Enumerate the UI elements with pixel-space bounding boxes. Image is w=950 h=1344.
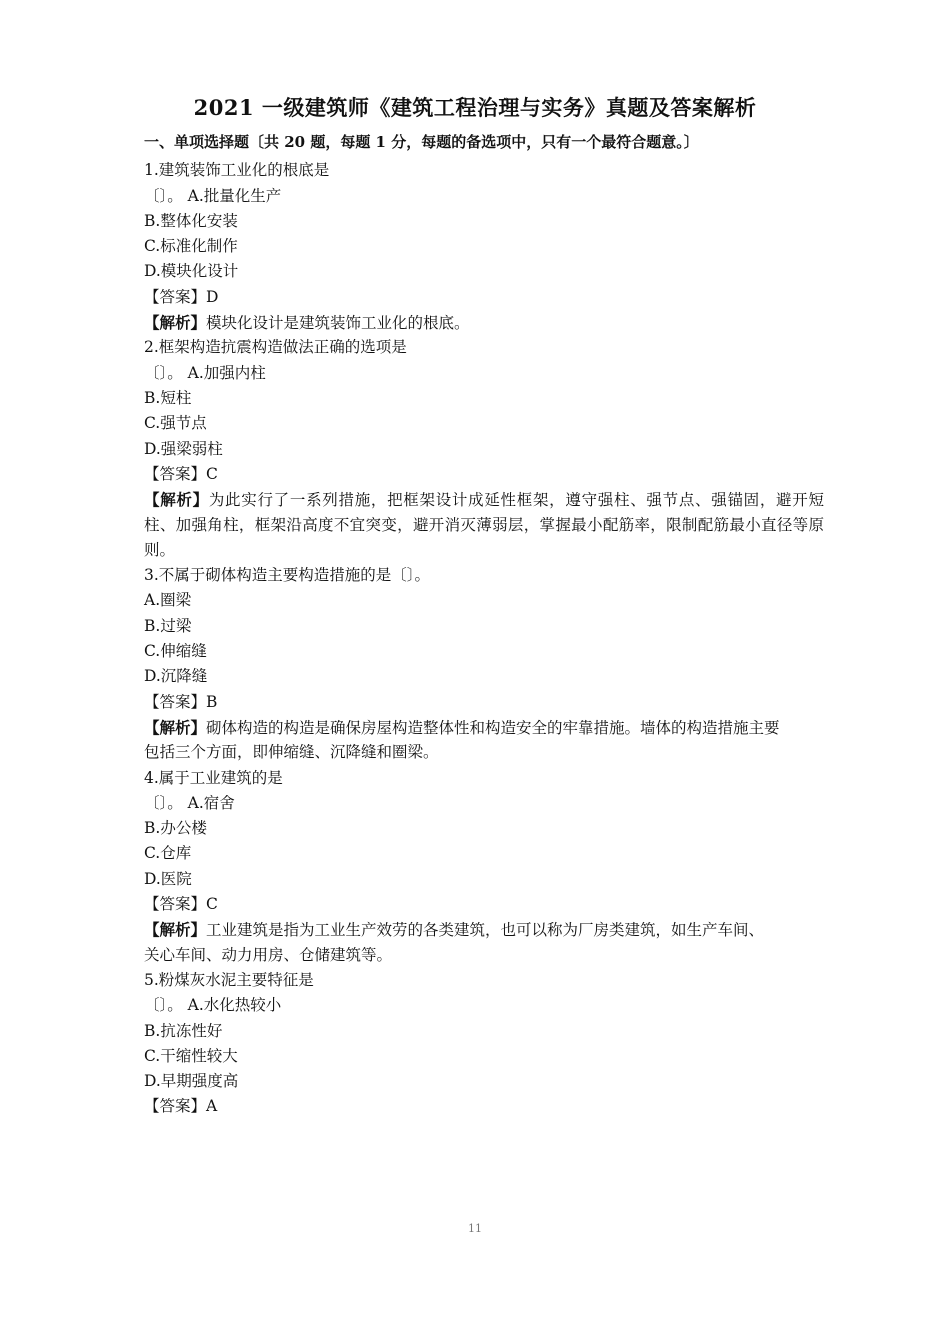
analysis-label: 【解析】 — [144, 313, 207, 333]
question-3-option-d: D.沉降缝 — [144, 667, 208, 686]
document-body — [144, 130, 824, 1120]
question-3-option-b: B.过梁 — [144, 616, 192, 635]
question-4-option-d: D.医院 — [144, 869, 192, 888]
question-5-option-b: B.抗冻性好 — [144, 1021, 223, 1040]
question-5-option-c: C.干缩性较大 — [144, 1046, 238, 1065]
question-2-answer — [144, 462, 824, 487]
question-3-analysis-line-1 — [144, 715, 824, 740]
question-5-stem: 5.粉煤灰水泥主要特征是 — [144, 970, 314, 989]
question-2-option-b: B.短柱 — [144, 388, 192, 407]
question-2-stem: 2.框架构造抗震构造做法正确的选项是 — [144, 338, 407, 357]
answer-value: C — [206, 464, 218, 483]
question-2-analysis — [144, 487, 824, 563]
question-1-answer — [144, 285, 824, 310]
question-1-stem: 1.建筑装饰工业化的根底是 — [144, 161, 330, 180]
question-1-option-a: 〔〕。 A.批量化生产 — [144, 186, 282, 205]
question-4-analysis-line-2: 关心车间、动力用房、仓储建筑等。 — [144, 945, 393, 964]
analysis-text: 砌体构造的构造是确保房屋构造整体性和构造安全的牢靠措施。墙体的构造措施主要 — [206, 718, 780, 737]
answer-value: B — [206, 692, 218, 711]
question-1-option-c: C.标准化制作 — [144, 237, 238, 256]
question-1-option-b: B.整体化安装 — [144, 211, 238, 230]
question-4-option-a: 〔〕。 A.宿舍 — [144, 793, 235, 812]
question-3-option-c: C.伸缩缝 — [144, 642, 207, 661]
analysis-text: 为此实行了一系列措施，把框架设计成延性框架，遵守强柱、强节点、强锚固，避开短柱、加强角柱，框架沿高度不宜突变，避开消灭薄弱层，掌握最小配筋率，限制配筋最小直径等原则。 — [144, 491, 824, 560]
answer-value: A — [206, 1097, 218, 1116]
answer-label: 【答案】 — [144, 895, 207, 914]
question-2-option-c: C.强节点 — [144, 414, 207, 433]
question-3-option-a: A.圈梁 — [144, 591, 192, 610]
question-4-stem: 4.属于工业建筑的是 — [144, 768, 283, 787]
answer-label: 【答案】 — [144, 692, 207, 711]
question-2-option-a: 〔〕。 A.加强内柱 — [144, 363, 266, 382]
question-3-answer — [144, 690, 824, 715]
answer-label: 【答案】 — [144, 464, 207, 483]
answer-label: 【答案】 — [144, 287, 207, 306]
question-1-option-d: D.模块化设计 — [144, 262, 239, 281]
question-4-option-c: C.仓库 — [144, 844, 192, 863]
analysis-text: 模块化设计是建筑装饰工业化的根底。 — [206, 314, 470, 333]
analysis-label: 【解析】 — [144, 717, 207, 737]
answer-value: D — [206, 287, 219, 306]
question-4-answer — [144, 892, 824, 917]
analysis-text: 工业建筑是指为工业生产效劳的各类建筑，也可以称为厂房类建筑，如生产车间、 — [206, 921, 765, 940]
section-heading: 一、单项选择题〔共 20 题，每题 1 分，每题的备选项中，只有一个最符合题意。〕 — [144, 133, 699, 151]
document-title: 2021 一级建筑师《建筑工程治理与实务》真题及答案解析 — [193, 95, 757, 120]
question-4-option-b: B.办公楼 — [144, 819, 207, 838]
answer-value: C — [206, 895, 218, 914]
question-3-analysis-line-2: 包括三个方面，即伸缩缝、沉降缝和圈梁。 — [144, 743, 439, 762]
question-5-answer — [144, 1094, 824, 1119]
question-3-stem: 3.不属于砌体构造主要构造措施的是〔〕。 — [144, 566, 431, 585]
question-5-option-a: 〔〕。 A.水化热较小 — [144, 996, 282, 1015]
question-1-analysis — [144, 310, 824, 335]
analysis-label: 【解析】 — [144, 490, 209, 510]
question-5-option-d: D.早期强度高 — [144, 1072, 239, 1091]
question-4-analysis-line-1 — [144, 917, 824, 942]
answer-label: 【答案】 — [144, 1097, 207, 1116]
page-number: 11 — [468, 1222, 482, 1235]
question-2-option-d: D.强梁弱柱 — [144, 439, 223, 458]
analysis-label: 【解析】 — [144, 920, 207, 940]
